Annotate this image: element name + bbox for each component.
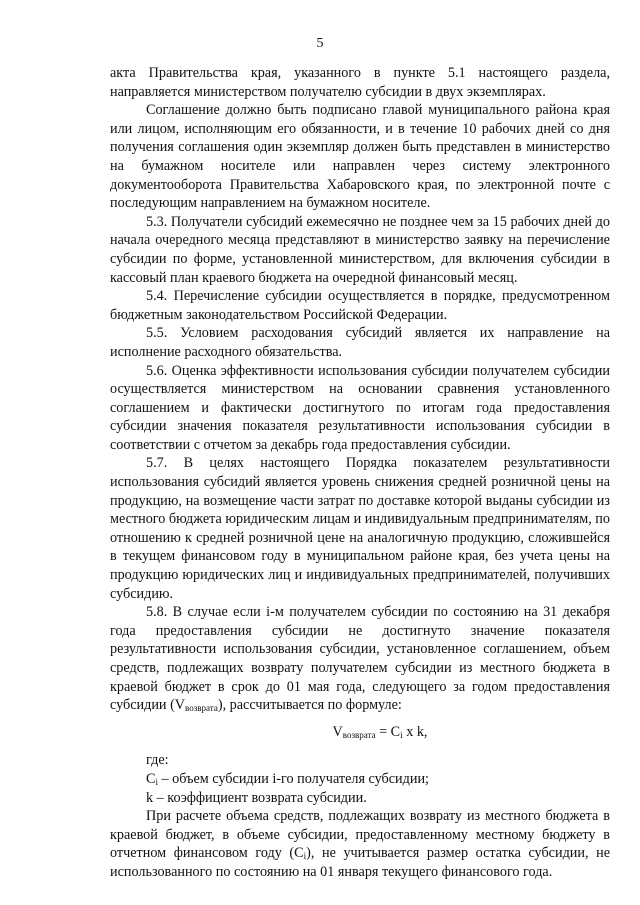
definition-ci-subscript: i bbox=[155, 776, 158, 787]
paragraph-5-8-text: 5.8. В случае если i-м получателем субсидии по состоянию на 31 декабря года предоставления субсидии не достигнуто значение показателя результативности использования субсидии, установленное соглашением, объем средств, подлежащих возврату получателем субсидии из местного бюджета в краевой бюджет в срок до 01 мая года, следующего за годом предоставления субсидии (V bbox=[110, 604, 610, 714]
definition-ci-symbol: C bbox=[146, 770, 156, 787]
definitions-where: где: bbox=[146, 752, 169, 769]
paragraph-agreement: Соглашение должно быть подписано главой муниципального района края или лицом, исполняющим его обязанности, и в течение 10 рабочих дней со дня получения соглашения один экземпляр должен быть представлен в министерство на бумажном носителе или направлен через систему электронного документооборота Правительства Хабаровского края, по электронной почте с последующим направлением на бумажном носителе. bbox=[110, 102, 610, 212]
formula-rhs: = C bbox=[375, 723, 401, 740]
formula-lhs: V bbox=[332, 723, 343, 740]
page-number: 5 bbox=[316, 36, 324, 51]
formula-rhs-end: x k, bbox=[402, 723, 428, 740]
calculation-note-end: ), не учитывается размер остатка субсидии, не использованного по состоянию на 01 января текущего финансового года. bbox=[110, 845, 610, 880]
definition-ci-text: – объем субсидии i-го получателя субсидии; bbox=[157, 770, 429, 787]
document-body bbox=[110, 64, 610, 882]
paragraph-5-8 bbox=[110, 603, 610, 715]
definition-ci bbox=[110, 770, 610, 789]
paragraph-5-4: 5.4. Перечисление субсидии осуществляется в порядке, предусмотренном бюджетным законодательством Российской Федерации. bbox=[110, 288, 610, 323]
paragraph-calculation-note bbox=[110, 807, 610, 881]
paragraph-5-8-end: ), рассчитывается по формуле: bbox=[217, 697, 402, 714]
paragraph-5-7: 5.7. В целях настоящего Порядка показателем результативности использования субсидий является уровень снижения средней розничной цены на продукцию, на возмещение части затрат по доставке которой выданы субсидии из местного бюджета юридическим лицам и индивидуальным предпринимателям, по отношению к средней розничной цене на аналогичную продукцию, сложившейся в текущем финансовом году в муниципальном районе края, без учета цены на продукцию юридических лиц и индивидуальных предпринимателей, получивших субсидию. bbox=[110, 455, 610, 602]
formula-rhs-subscript: i bbox=[400, 729, 403, 740]
calculation-note-subscript: i bbox=[303, 851, 307, 862]
calculation-note-text: При расчете объема средств, подлежащих возврату из местного бюджета в краевой бюджет, в объеме субсидии, предоставленному местному бюджету в отчетном финансовом году (C bbox=[110, 808, 610, 862]
paragraph-5-5: 5.5. Условием расходования субсидий является их направление на исполнение расходного обязательства. bbox=[110, 325, 610, 360]
formula bbox=[110, 723, 610, 742]
paragraph-5-3: 5.3. Получатели субсидий ежемесячно не позднее чем за 15 рабочих дней до начала очередного месяца представляют в министерство заявку на перечисление субсидии по форме, установленной министерством, для включения субсидии в кассовый план краевого бюджета на очередной финансовый месяц. bbox=[110, 213, 610, 286]
formula-lhs-subscript: возврата bbox=[342, 729, 376, 740]
definition-k: k – коэффициент возврата субсидии. bbox=[146, 789, 367, 806]
paragraph-5-8-subscript: возврата bbox=[185, 703, 218, 714]
paragraph-5-6: 5.6. Оценка эффективности использования субсидии получателем субсидии осуществляется министерством на основании сравнения установленного соглашением и фактически достигнутого по итогам года предоставления субсидии значения показателя результативности использования субсидии в соответствии с отчетом за декабрь года предоставления субсидии. bbox=[110, 362, 610, 453]
paragraph-continuation: акта Правительства края, указанного в пункте 5.1 настоящего раздела, направляется министерством получателю субсидии в двух экземплярах. bbox=[110, 65, 610, 100]
